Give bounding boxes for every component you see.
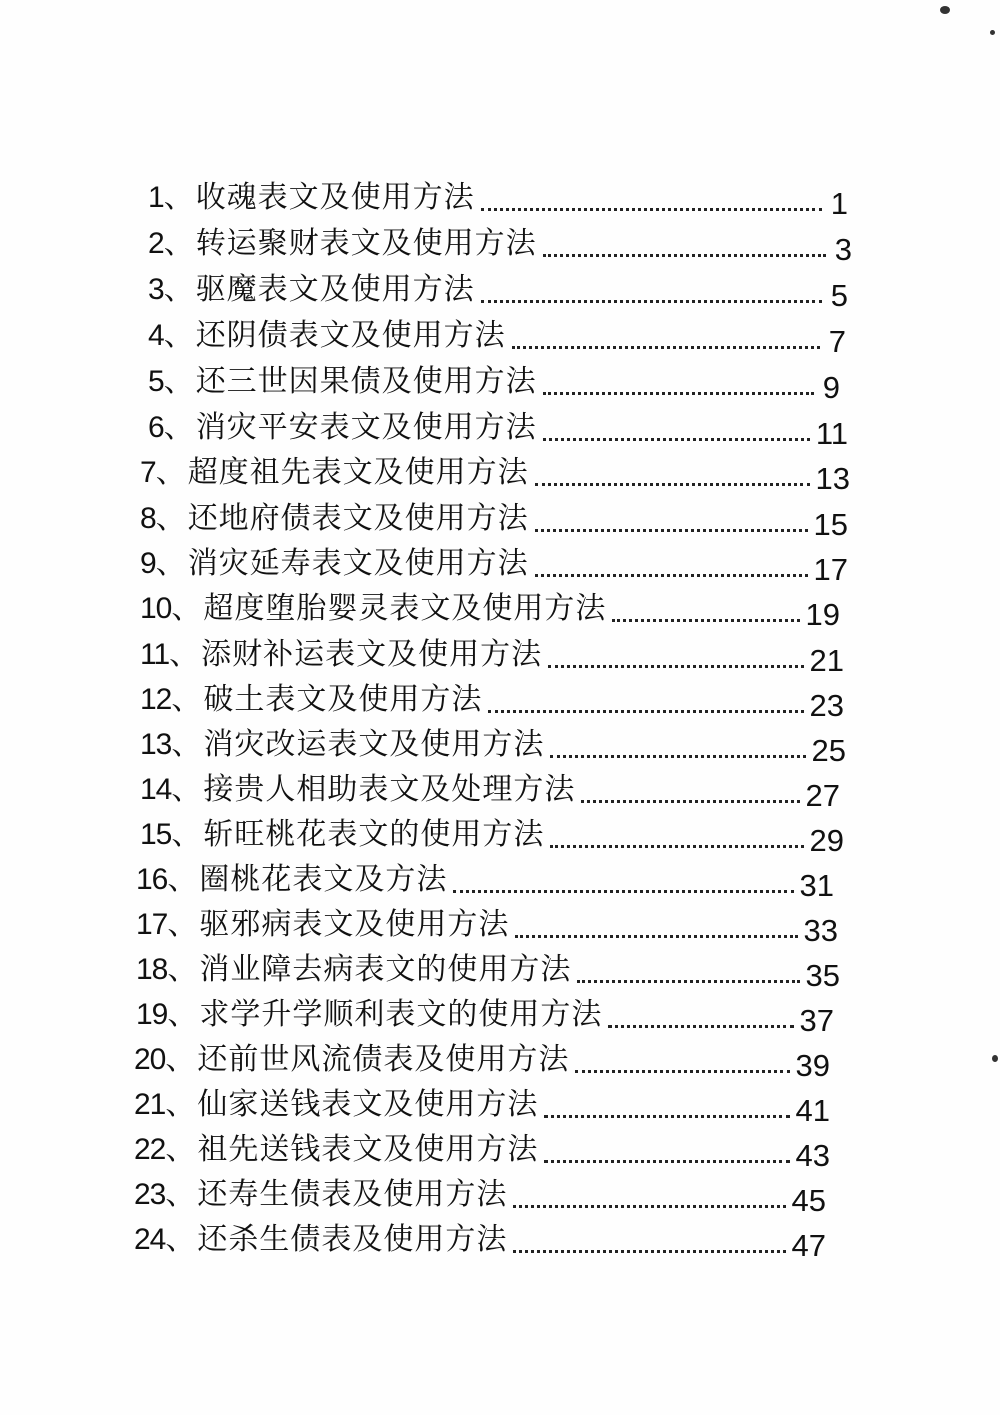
toc-entry (140, 453, 850, 496)
dot-leader (535, 544, 808, 584)
toc-entry-page-number: 1 (830, 186, 848, 221)
toc-entry-title: 收魂表文及使用方法 (195, 180, 475, 215)
dot-leader (543, 224, 826, 264)
toc-entry-separator: 、 (163, 272, 194, 307)
toc-entry-title: 还阴债表文及使用方法 (195, 318, 506, 353)
toc-entry-separator: 、 (165, 1222, 196, 1257)
scan-speck (990, 30, 995, 35)
dot-leader (544, 1130, 789, 1170)
toc-entry-number: 22 (134, 1133, 166, 1166)
toc-entry-page-number: 47 (791, 1228, 826, 1263)
toc-entry (136, 860, 834, 903)
toc-entry-page-number: 29 (809, 823, 844, 858)
toc-entry-title: 还杀生债表及使用方法 (197, 1222, 508, 1257)
toc-entry-separator: 、 (169, 637, 200, 672)
toc-entry-title: 消灾延寿表文及使用方法 (187, 546, 529, 581)
toc-entry-page-number: 21 (809, 643, 844, 678)
toc-entry-number: 19 (136, 998, 168, 1031)
dot-leader (548, 635, 803, 675)
toc-entry-title: 破土表文及使用方法 (203, 682, 483, 717)
toc-entry-page-number: 23 (809, 688, 844, 723)
toc-entry-title: 还地府债表文及使用方法 (187, 501, 529, 536)
toc-entry (140, 544, 848, 587)
toc-entry (148, 316, 846, 359)
toc-entry-separator: 、 (167, 952, 198, 987)
dot-leader (550, 725, 805, 765)
toc-entry-title: 祖先送钱表文及使用方法 (197, 1132, 539, 1167)
toc-entry (136, 950, 840, 993)
toc-entry-title: 消灾改运表文及使用方法 (203, 727, 545, 762)
toc-entry-page-number: 15 (813, 507, 848, 542)
toc-entry-title: 斩旺桃花表文的使用方法 (203, 817, 545, 852)
toc-entry-title: 转运聚财表文及使用方法 (195, 226, 537, 261)
toc-entry (148, 178, 848, 221)
dot-leader (544, 1085, 789, 1125)
toc-entry-number: 21 (134, 1088, 166, 1121)
toc-entry-number: 24 (134, 1223, 166, 1256)
toc-entry-title: 还前世风流债表及使用方法 (197, 1042, 570, 1077)
toc-entry-separator: 、 (171, 682, 202, 717)
toc-entry-title: 超度祖先表文及使用方法 (187, 455, 529, 490)
toc-entry-separator: 、 (165, 1042, 196, 1077)
toc-entry (134, 1175, 826, 1218)
toc-entry (140, 815, 844, 858)
toc-entry-number: 6 (148, 411, 164, 444)
dot-leader (543, 362, 814, 402)
toc-entry-separator: 、 (163, 226, 194, 261)
toc-entry-title: 接贵人相助表文及处理方法 (203, 772, 576, 807)
toc-entry-number: 10 (140, 592, 172, 625)
toc-entry-page-number: 11 (815, 416, 848, 451)
toc-entry-separator: 、 (167, 907, 198, 942)
toc-entry-number: 8 (140, 502, 156, 535)
toc-entry-title: 求学升学顺利表文的使用方法 (199, 997, 603, 1032)
toc-entry-number: 7 (140, 456, 156, 489)
toc-entry (136, 905, 838, 948)
toc-entry-separator: 、 (171, 817, 202, 852)
toc-entry-page-number: 9 (822, 370, 840, 405)
toc-entry-title: 添财补运表文及使用方法 (201, 637, 543, 672)
dot-leader (581, 770, 799, 810)
toc-entry-separator: 、 (155, 501, 186, 536)
scan-speck (992, 1055, 998, 1062)
toc-entry-page-number: 5 (830, 278, 848, 313)
toc-entry-separator: 、 (165, 1132, 196, 1167)
toc-entry-title: 还寿生债表及使用方法 (197, 1177, 508, 1212)
dot-leader (535, 453, 810, 493)
dot-leader (543, 408, 810, 448)
toc-entry-number: 20 (134, 1043, 166, 1076)
toc-entry-separator: 、 (167, 862, 198, 897)
toc-entry-page-number: 17 (813, 552, 848, 587)
toc-entry-number: 13 (140, 728, 172, 761)
toc-entry-title: 驱邪病表文及使用方法 (199, 907, 510, 942)
toc-entry-page-number: 41 (795, 1093, 830, 1128)
dot-leader (612, 589, 799, 629)
toc-entry-number: 11 (140, 638, 170, 671)
toc-entry (140, 770, 840, 813)
toc-entry-separator: 、 (171, 727, 202, 762)
toc-entry-page-number: 45 (791, 1183, 826, 1218)
toc-entry-page-number: 7 (828, 324, 846, 359)
toc-entry-page-number: 25 (811, 733, 846, 768)
dot-leader (608, 995, 793, 1035)
toc-entry-number: 15 (140, 818, 172, 851)
toc-entry-number: 1 (148, 181, 164, 214)
toc-entry-separator: 、 (163, 364, 194, 399)
toc-entry (140, 725, 846, 768)
toc-entry-separator: 、 (165, 1087, 196, 1122)
toc-entry-number: 3 (148, 273, 164, 306)
toc-entry-page-number: 33 (803, 913, 838, 948)
dot-leader (550, 815, 803, 855)
toc-entry (140, 499, 848, 542)
toc-entry-separator: 、 (163, 410, 194, 445)
toc-entry-number: 4 (148, 319, 164, 352)
toc-entry-title: 超度堕胎婴灵表文及使用方法 (203, 591, 607, 626)
toc-entry-separator: 、 (155, 546, 186, 581)
toc-entry-separator: 、 (171, 772, 202, 807)
toc-entry-page-number: 35 (805, 958, 840, 993)
toc-entry-title: 驱魔表文及使用方法 (195, 272, 475, 307)
scan-speck (940, 6, 950, 14)
toc-entry (140, 589, 840, 632)
toc-entry-title: 圈桃花表文及方法 (199, 862, 448, 897)
toc-entry (136, 995, 834, 1038)
toc-entry-number: 23 (134, 1178, 166, 1211)
toc-entry (140, 635, 844, 678)
toc-entry-title: 消业障去病表文的使用方法 (199, 952, 572, 987)
toc-entry (134, 1085, 830, 1128)
toc-entry-separator: 、 (163, 180, 194, 215)
toc-entry-separator: 、 (163, 318, 194, 353)
toc-entry-number: 12 (140, 683, 172, 716)
dot-leader (575, 1040, 789, 1080)
toc-entry (148, 270, 848, 313)
toc-entry-title: 还三世因果债及使用方法 (195, 364, 537, 399)
toc-entry-page-number: 3 (834, 232, 852, 267)
toc-entry (148, 408, 848, 451)
toc-entry-number: 2 (148, 227, 164, 260)
dot-leader (453, 860, 793, 900)
toc-entry (134, 1130, 830, 1173)
dot-leader (513, 1175, 785, 1215)
dot-leader (481, 178, 822, 218)
toc-entry-number: 5 (148, 365, 164, 398)
toc-entry-number: 16 (136, 863, 168, 896)
toc-entry-page-number: 43 (795, 1138, 830, 1173)
toc-entry-page-number: 37 (799, 1003, 834, 1038)
toc-entry-separator: 、 (155, 455, 186, 490)
toc-entry-title: 消灾平安表文及使用方法 (195, 410, 537, 445)
dot-leader (577, 950, 799, 990)
toc-entry-separator: 、 (171, 591, 202, 626)
toc-entry-page-number: 19 (805, 597, 840, 632)
toc-entry-page-number: 13 (815, 461, 850, 496)
toc-entry-separator: 、 (167, 997, 198, 1032)
dot-leader (535, 499, 808, 539)
dot-leader (515, 905, 797, 945)
toc-entry (148, 224, 852, 267)
toc-entry-number: 18 (136, 953, 168, 986)
toc-entry-number: 9 (140, 547, 156, 580)
toc-entry (134, 1220, 826, 1263)
toc-entry-number: 14 (140, 773, 172, 806)
toc-entry (140, 680, 844, 723)
dot-leader (512, 316, 820, 356)
toc-entry (148, 362, 840, 405)
toc-entry-page-number: 39 (795, 1048, 830, 1083)
toc-entry-number: 17 (136, 908, 168, 941)
toc-entry-title: 仙家送钱表文及使用方法 (197, 1087, 539, 1122)
toc-entry (134, 1040, 830, 1083)
toc-entry-page-number: 27 (805, 778, 840, 813)
toc-entry-page-number: 31 (799, 868, 834, 903)
dot-leader (513, 1220, 785, 1260)
dot-leader (488, 680, 803, 720)
toc-entry-separator: 、 (165, 1177, 196, 1212)
dot-leader (481, 270, 822, 310)
